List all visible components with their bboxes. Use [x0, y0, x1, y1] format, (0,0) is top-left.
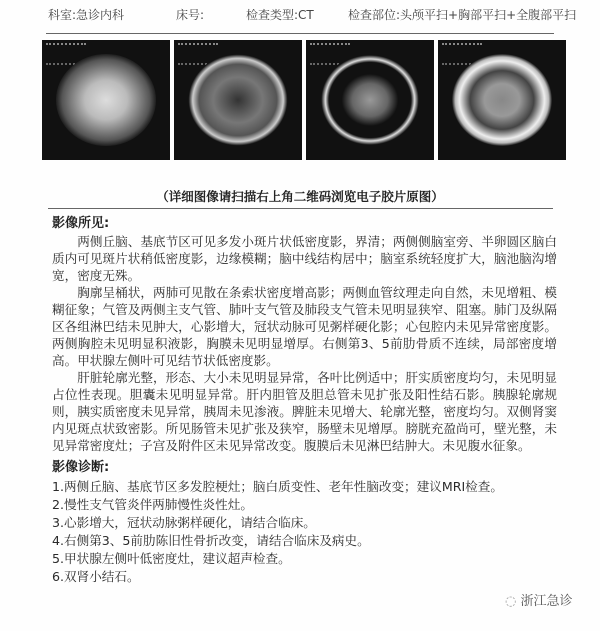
diagnosis-item: 1.两侧丘脑、基底节区多发腔梗灶；脑白质变性、老年性脑改变；建议MRI检查。: [52, 479, 503, 495]
diagnosis-item: 6.双肾小结石。: [52, 569, 140, 585]
diagnosis-item: 2.慢性支气管炎伴两肺慢性炎性灶。: [52, 497, 253, 513]
report-body: [52, 214, 557, 586]
divider: [46, 33, 554, 34]
watermark: [505, 590, 573, 609]
divider: [48, 208, 553, 209]
findings-paragraph: 两侧丘脑、基底节区可见多发小斑片状低密度影，界清；两侧侧脑室旁、半卵圆区脑白质内可见斑片状稍低密度影，边缘模糊；脑中线结构居中；脑室系统轻度扩大，脑池脑沟增宽，密度无殊。: [52, 234, 557, 283]
ct-image-3: [306, 40, 434, 160]
exam-type: 检查类型:CT: [246, 8, 314, 22]
findings-paragraph: 肝脏轮廓光整，形态、大小未见明显异常，各叶比例适中；肝实质密度均匀，未见明显占位性表现。胆囊未见明显异常。肝内胆管及胆总管未见扩张及阳性结石影。胰腺轮廓规则，胰实质密度未见异常，胰周未见渗液。脾脏未见增大、轮廓光整，密度均匀。双侧肾窦内见斑点状致密影。所见肠管未见扩张及狭窄，肠壁未见增厚。膀胱充盈尚可，壁光整，未见异常密度灶；子宫及附件区未见异常改变。腹膜后未见淋巴结肿大。未见腹水征象。: [52, 370, 557, 453]
ct-image-4: [438, 40, 566, 160]
findings-title: 影像所见:: [52, 216, 110, 231]
diagnosis-list: [52, 478, 557, 586]
ct-image-2: [174, 40, 302, 160]
diagnosis-item: 5.甲状腺左侧叶低密度灶，建议超声检查。: [52, 551, 291, 567]
report-header: [48, 6, 577, 22]
image-caption: （详细图像请扫描右上角二维码浏览电子胶片原图）: [156, 189, 444, 204]
watermark-text: 浙江急诊: [520, 594, 573, 609]
wechat-icon: ◌: [505, 594, 521, 609]
diagnosis-item: 4.右侧第3、5前肋陈旧性骨折改变，请结合临床及病史。: [52, 533, 370, 549]
diagnosis-item: 3.心影增大，冠状动脉粥样硬化，请结合临床。: [52, 515, 316, 531]
diagnosis-title: 影像诊断:: [52, 460, 110, 476]
exam-site: 检查部位:头颅平扫+胸部平扫+全腹部平扫: [348, 8, 577, 22]
findings-paragraph: 胸廓呈桶状，两肺可见散在条索状密度增高影；两侧血管纹理走向自然，未见增粗、模糊征象；气管及两侧主支气管、肺叶支气管及肺段支气管未见明显狭窄、阻塞。肺门及纵隔区各组淋巴结未见肿大，心影增大，冠状动脉可见粥样硬化影；心包腔内未见异常密度影。两侧胸腔未见明显积液影，胸膜未见明显增厚。右侧第3、5前肋骨质不连续，局部密度增高。甲状腺左侧叶可见结节状低密度影。: [52, 285, 557, 368]
department: 科室:急诊内科: [48, 8, 125, 22]
bed-number: 床号:: [176, 8, 205, 22]
ct-image-1: [42, 40, 170, 160]
